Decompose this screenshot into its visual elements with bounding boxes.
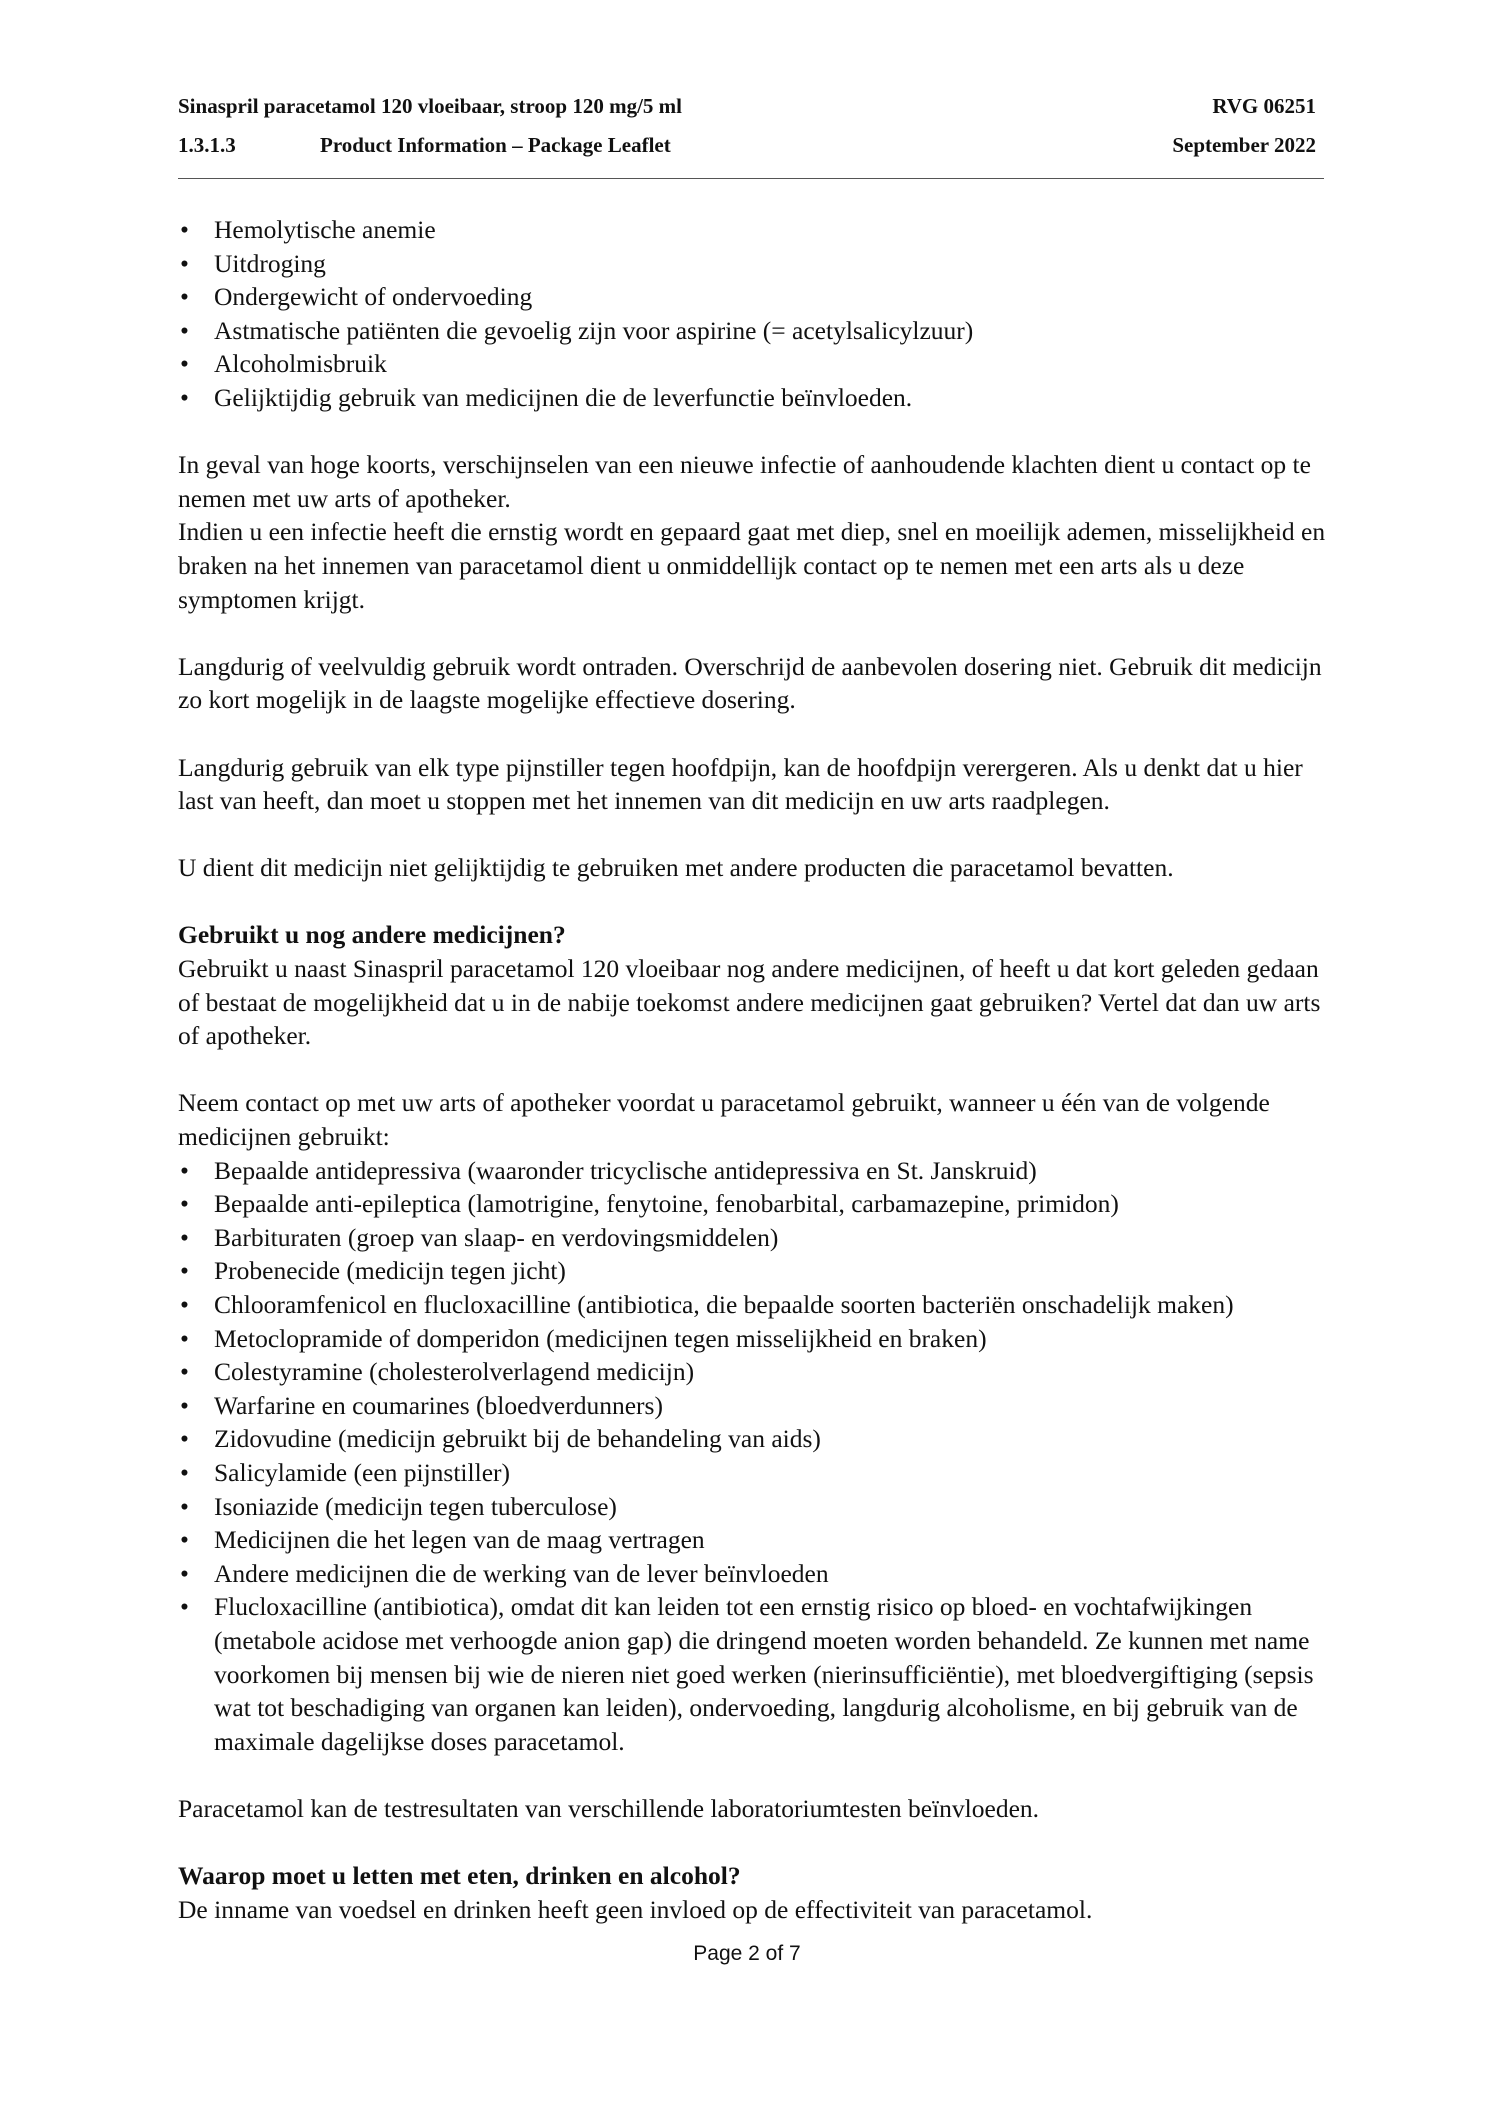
list-item: • Bepaalde anti-epileptica (lamotrigine, fenytoine, fenobarbital, carbamazepine, primidon) — [178, 1187, 1328, 1221]
header-section: 1.3.1.3 — [178, 133, 236, 157]
page-content — [178, 213, 1328, 1926]
list-item: • Zidovudine (medicijn gebruikt bij de behandeling van aids) — [178, 1422, 1328, 1456]
header-row-1 — [178, 94, 1316, 119]
list-item: • Hemolytische anemie — [178, 213, 1328, 247]
list-item: • Flucloxacilline (antibiotica), omdat dit kan leiden tot een ernstig risico op bloed- en vochtafwijkingen (metabole acidose met verhoogde anion gap) die dringend moeten worden behandeld. Ze kunnen met name voorkomen bij mensen bij wie de nieren niet goed werken (nierinsufficiëntie), met bloedvergiftiging (sepsis wat tot beschadiging van organen kan leiden), ondervoeding, langdurig alcoholisme, en bij gebruik van de maximale dagelijkse doses paracetamol. — [178, 1590, 1328, 1758]
page-number: Page 2 of 7 — [693, 1942, 801, 1965]
bullet-list-conditions — [178, 213, 1328, 415]
list-item: • Colestyramine (cholesterolverlagend medicijn) — [178, 1355, 1328, 1389]
paragraph-food-drink: De inname van voedsel en drinken heeft geen invloed op de effectiviteit van paracetamol. — [178, 1894, 1093, 1924]
header-rvg: RVG 06251 — [1212, 94, 1316, 118]
list-item: • Warfarine en coumarines (bloedverdunners) — [178, 1389, 1328, 1423]
paragraph-simultaneous: U dient dit medicijn niet gelijktijdig te gebruiken met andere producten die paracetamol bevatten. — [178, 853, 1174, 883]
list-item: • Metoclopramide of domperidon (medicijnen tegen misselijkheid en braken) — [178, 1322, 1328, 1356]
bullet-list-medicines — [178, 1154, 1328, 1759]
heading-other-medicines: Gebruikt u nog andere medicijnen? — [178, 920, 566, 950]
header-product: Sinaspril paracetamol 120 vloeibaar, stroop 120 mg/5 ml — [178, 94, 682, 118]
header-rule — [178, 178, 1324, 179]
paragraph-headache: Langdurig gebruik van elk type pijnstiller tegen hoofdpijn, kan de hoofdpijn verergeren. Als u denkt dat u hier last van heeft, dan moet u stoppen met het innemen van dit medicijn en uw arts raadplegen. — [178, 752, 1303, 816]
list-item: • Ondergewicht of ondervoeding — [178, 280, 1328, 314]
list-item: • Isoniazide (medicijn tegen tuberculose) — [178, 1490, 1328, 1524]
paragraph-fever: In geval van hoge koorts, verschijnselen van een nieuwe infectie of aanhoudende klachten dient u contact op te nemen met uw arts of apotheker. — [178, 450, 1311, 513]
list-item: • Astmatische patiënten die gevoelig zijn voor aspirine (= acetylsalicylzuur) — [178, 314, 1328, 348]
paragraph-contact: Neem contact op met uw arts of apotheker voordat u paracetamol gebruikt, wanneer u één van de volgende medicijnen gebruikt: — [178, 1088, 1270, 1152]
paragraph-infection: Indien u een infectie heeft die ernstig wordt en gepaard gaat met diep, snel en moeilijk ademen, misselijkheid en braken na het innemen van paracetamol dient u onmiddellijk contact op te nemen met een arts als u deze symptomen krijgt. — [178, 517, 1326, 614]
list-item: • Chlooramfenicol en flucloxacilline (antibiotica, die bepaalde soorten bacteriën onschadelijk maken) — [178, 1288, 1328, 1322]
list-item: • Bepaalde antidepressiva (waaronder tricyclische antidepressiva en St. Janskruid) — [178, 1154, 1328, 1188]
list-item: • Alcoholmisbruik — [178, 347, 1328, 381]
list-item: • Salicylamide (een pijnstiller) — [178, 1456, 1328, 1490]
list-item: • Gelijktijdig gebruik van medicijnen die de leverfunctie beïnvloeden. — [178, 381, 1328, 415]
paragraph-long-use: Langdurig of veelvuldig gebruik wordt ontraden. Overschrijd de aanbevolen dosering niet. Gebruik dit medicijn zo kort mogelijk in de laagste mogelijke effectieve dosering. — [178, 651, 1322, 715]
paragraph-other-medicines: Gebruikt u naast Sinaspril paracetamol 120 vloeibaar nog andere medicijnen, of heeft u dat kort geleden gedaan of bestaat de mogelijkheid dat u in de nabije toekomst andere medicijnen gaat gebruiken? Vertel dat dan uw arts of apotheker. — [178, 954, 1321, 1051]
paragraph-lab-tests: Paracetamol kan de testresultaten van verschillende laboratoriumtesten beïnvloeden. — [178, 1793, 1040, 1823]
list-item: • Andere medicijnen die de werking van de lever beïnvloeden — [178, 1557, 1328, 1591]
header-row-2 — [178, 133, 1316, 158]
list-item: • Barbituraten (groep van slaap- en verdovingsmiddelen) — [178, 1221, 1328, 1255]
list-item: • Probenecide (medicijn tegen jicht) — [178, 1254, 1328, 1288]
heading-food-drink: Waarop moet u letten met eten, drinken en alcohol? — [178, 1861, 741, 1891]
list-item: • Uitdroging — [178, 247, 1328, 281]
list-item: • Medicijnen die het legen van de maag vertragen — [178, 1523, 1328, 1557]
header-date: September 2022 — [1172, 133, 1316, 157]
header-doc-title: Product Information – Package Leaflet — [320, 133, 671, 157]
